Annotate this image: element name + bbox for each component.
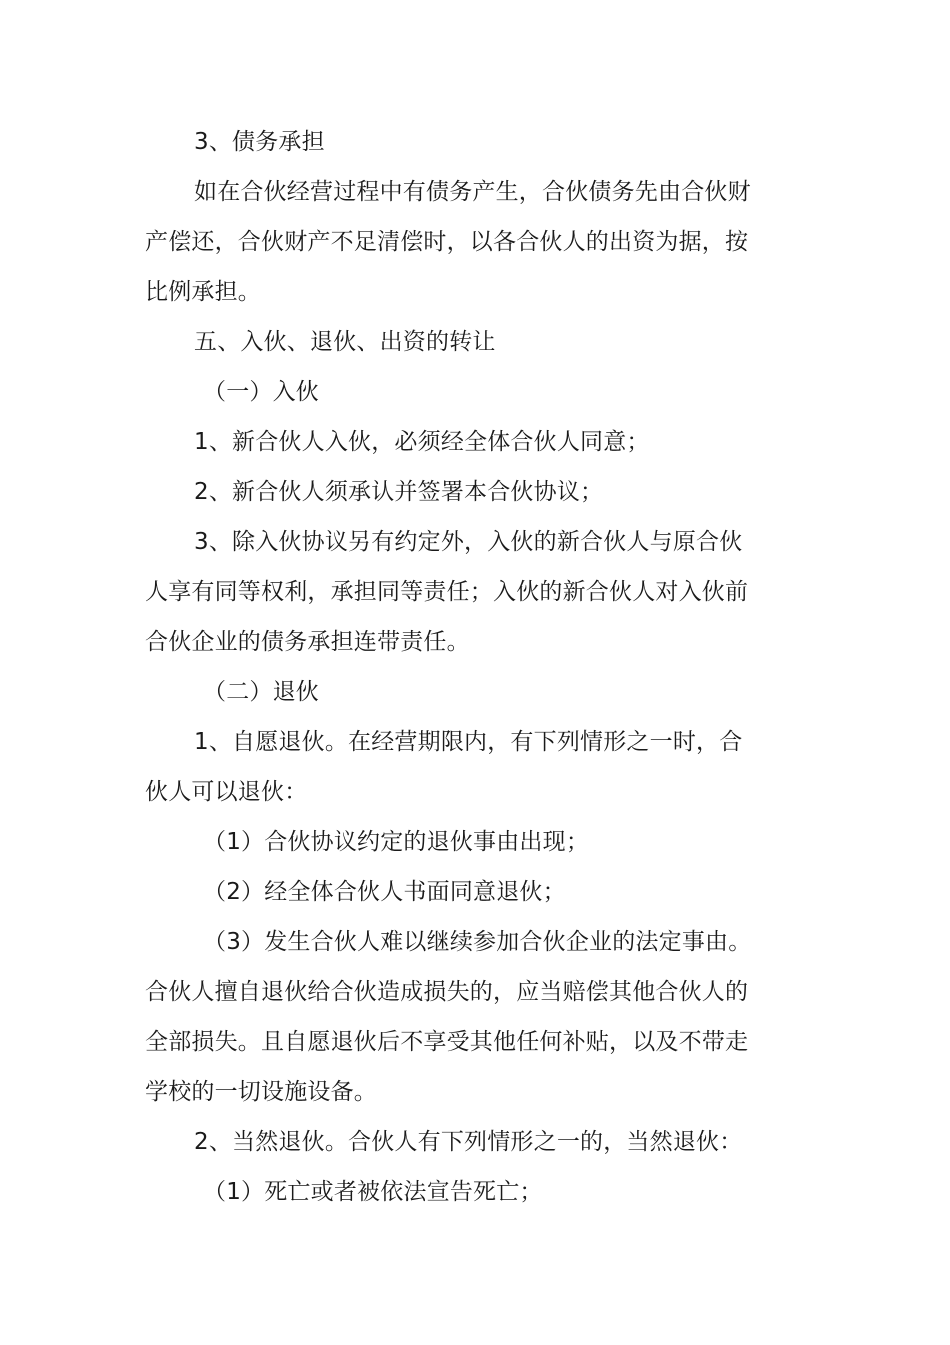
paragraph-line: 如在合伙经营过程中有债务产生，合伙债务先由合伙财 <box>194 179 751 205</box>
paragraph-line: 比例承担。 <box>145 279 261 305</box>
list-subitem: （3）发生合伙人难以继续参加合伙企业的法定事由。 <box>203 929 752 955</box>
subsection-heading-joining: （一）入伙 <box>203 379 319 405</box>
paragraph-line: 全部损失。且自愿退伙后不享受其他任何补贴，以及不带走 <box>145 1029 749 1055</box>
list-item: 2、当然退伙。合伙人有下列情形之一的，当然退伙： <box>194 1129 743 1155</box>
list-item: 3、除入伙协议另有约定外，入伙的新合伙人与原合伙 <box>194 529 743 555</box>
list-item: 1、新合伙人入伙，必须经全体合伙人同意； <box>194 429 650 455</box>
list-subitem: （1）合伙协议约定的退伙事由出现； <box>203 829 590 855</box>
list-item: 2、新合伙人须承认并签署本合伙协议； <box>194 479 604 505</box>
section-heading-debt: 3、债务承担 <box>194 129 325 155</box>
paragraph-line: 产偿还，合伙财产不足清偿时，以各合伙人的出资为据，按 <box>145 229 749 255</box>
list-item: 1、自愿退伙。在经营期限内，有下列情形之一时，合 <box>194 729 743 755</box>
paragraph-line: 人享有同等权利，承担同等责任；入伙的新合伙人对入伙前 <box>145 579 749 605</box>
paragraph-line: 合伙人擅自退伙给合伙造成损失的，应当赔偿其他合伙人的 <box>145 979 749 1005</box>
paragraph-line: 伙人可以退伙： <box>145 779 308 805</box>
paragraph-line: 学校的一切设施设备。 <box>145 1079 377 1105</box>
subsection-heading-withdrawal: （二）退伙 <box>203 679 319 705</box>
list-subitem: （2）经全体合伙人书面同意退伙； <box>203 879 566 905</box>
list-subitem: （1）死亡或者被依法宣告死亡； <box>203 1179 543 1205</box>
section-heading-admission: 五、入伙、退伙、出资的转让 <box>194 329 496 355</box>
paragraph-line: 合伙企业的债务承担连带责任。 <box>145 629 470 655</box>
